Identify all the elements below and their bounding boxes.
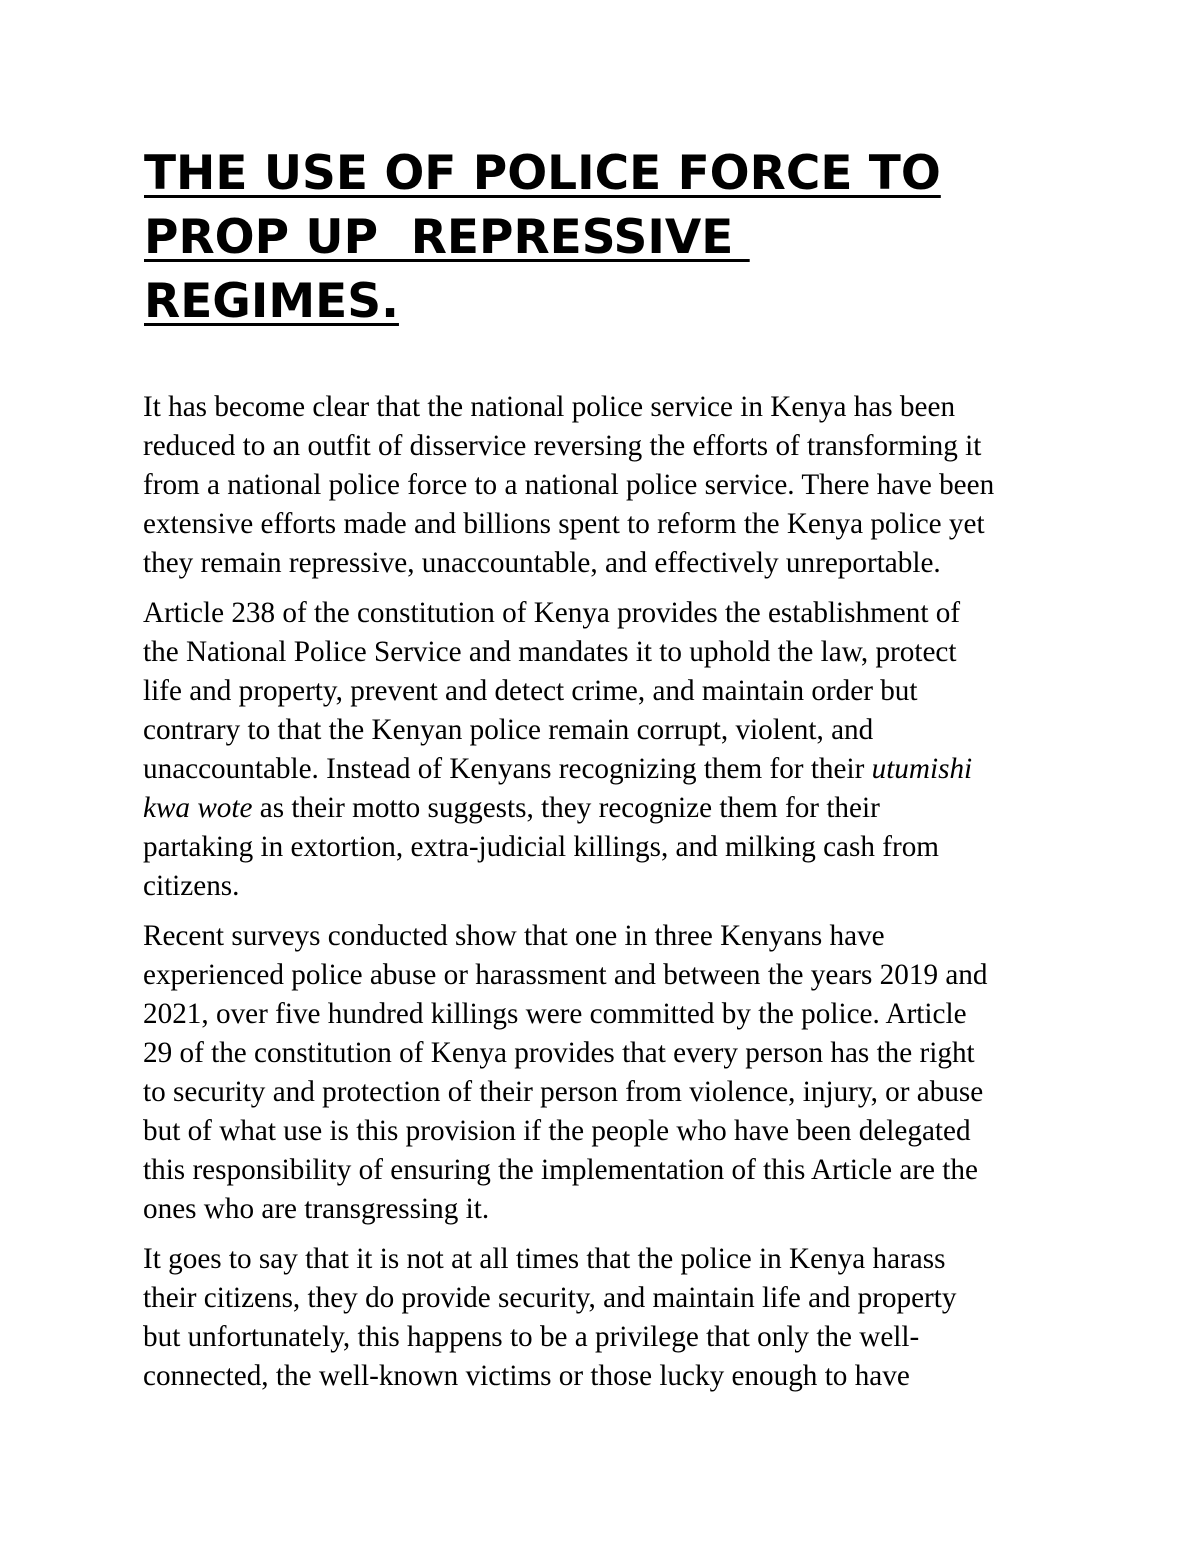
text-line: but of what use is this provision if the people who have been delegated (143, 1115, 971, 1147)
paragraph-3 (143, 917, 1073, 1229)
text-line: extensive efforts made and billions spent to reform the Kenya police yet (143, 508, 985, 540)
text-line: ones who are transgressing it. (143, 1193, 490, 1225)
text-line: partaking in extortion, extra-judicial killings, and milking cash from (143, 831, 939, 863)
paragraph-4 (143, 1240, 1073, 1396)
text-line: citizens. (143, 870, 240, 902)
text-line: they remain repressive, unaccountable, and effectively unreportable. (143, 547, 941, 579)
title-line-1: THE USE OF POLICE FORCE TO (144, 146, 941, 201)
text-line: Article 238 of the constitution of Kenya provides the establishment of (143, 597, 961, 629)
text-line: to security and protection of their person from violence, injury, or abuse (143, 1076, 984, 1108)
text-line: 2021, over five hundred killings were committed by the police. Article (143, 998, 967, 1030)
text-fragment: as their motto suggests, they recognize them for their (252, 792, 880, 824)
paragraph-1 (143, 388, 1073, 583)
title-line-2: PROP UP REPRESSIVE (144, 210, 750, 265)
text-line: from a national police force to a national police service. There have been (143, 469, 995, 501)
text-line: 29 of the constitution of Kenya provides that every person has the right (143, 1037, 975, 1069)
text-line: reduced to an outfit of disservice reversing the efforts of transforming it (143, 430, 982, 462)
text-line: this responsibility of ensuring the implementation of this Article are the (143, 1154, 978, 1186)
text-line: connected, the well-known victims or those lucky enough to have (143, 1360, 910, 1392)
text-line: life and property, prevent and detect crime, and maintain order but (143, 675, 918, 707)
text-line: It goes to say that it is not at all times that the police in Kenya harass (143, 1243, 946, 1275)
text-line (143, 750, 1073, 789)
text-line: the National Police Service and mandates it to uphold the law, protect (143, 636, 957, 668)
text-line: but unfortunately, this happens to be a privilege that only the well- (143, 1321, 920, 1353)
italic-motto-part-2: kwa wote (143, 792, 253, 824)
paragraph-2 (143, 594, 1073, 906)
text-line: their citizens, they do provide security, and maintain life and property (143, 1282, 957, 1314)
italic-motto-part-1: utumishi (871, 753, 973, 785)
text-fragment: unaccountable. Instead of Kenyans recognizing them for their (143, 753, 872, 785)
document-body (143, 388, 1073, 1407)
text-line: contrary to that the Kenyan police remain corrupt, violent, and (143, 714, 874, 746)
text-line: experienced police abuse or harassment and between the years 2019 and (143, 959, 988, 991)
title-line-3: REGIMES. (144, 274, 399, 329)
text-line (143, 789, 1073, 828)
text-line: Recent surveys conducted show that one in three Kenyans have (143, 920, 885, 952)
text-line: It has become clear that the national police service in Kenya has been (143, 391, 956, 423)
document-title (144, 142, 1074, 334)
